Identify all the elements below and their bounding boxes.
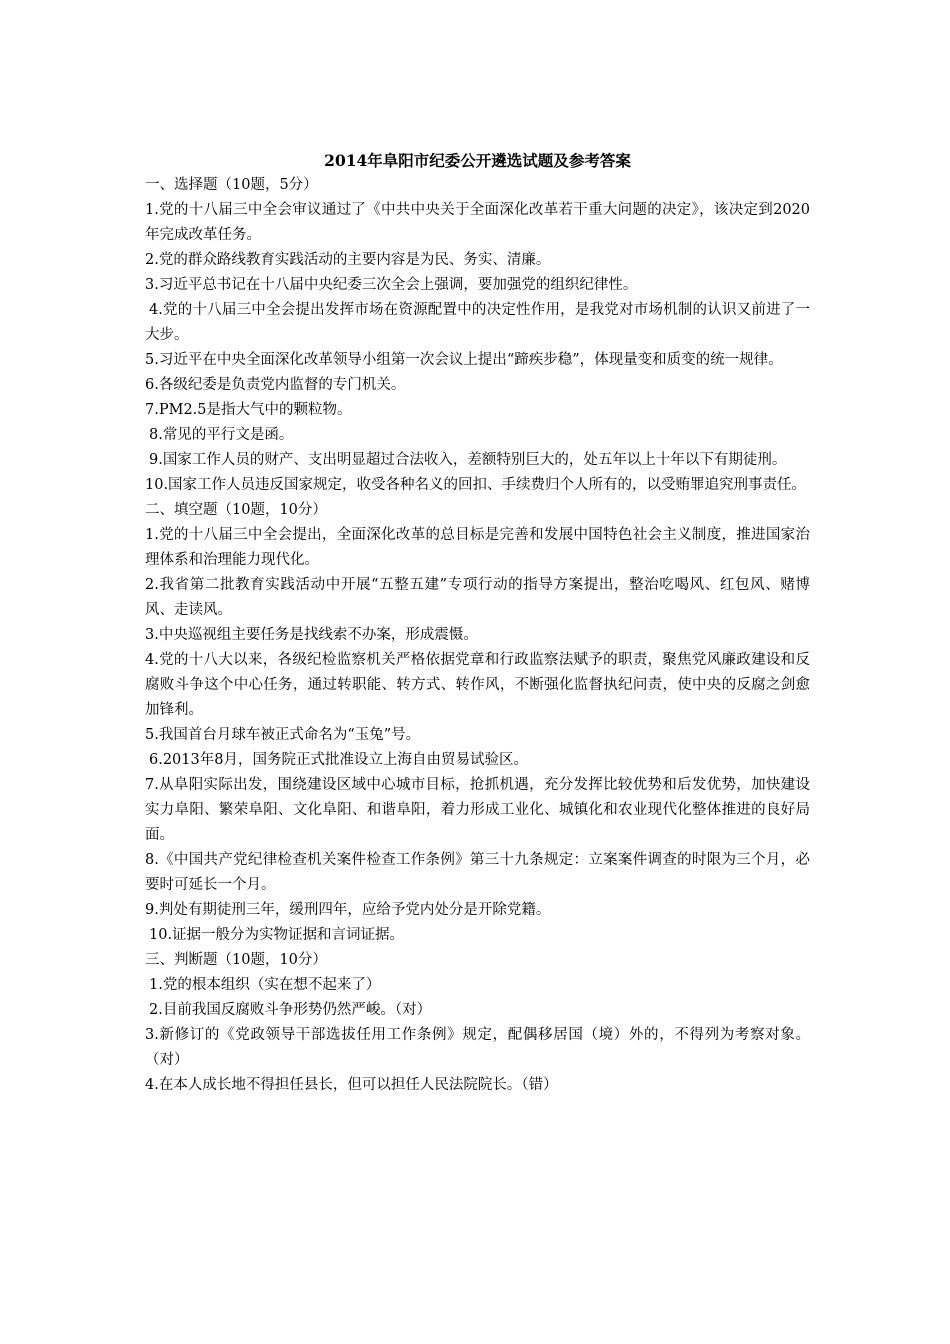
question-item: 7.PM2.5是指大气中的颗粒物。 xyxy=(145,402,352,418)
question-item: 3.习近平总书记在十八届中央纪委三次全会上强调，要加强党的组织纪律性。 xyxy=(145,277,638,293)
question-item: 1.党的根本组织（实在想不起来了） xyxy=(149,977,381,993)
question-item: 4.党的十八届三中全会提出发挥市场在资源配置中的决定性作用，是我党对市场机制的认识又前进了一大步。 xyxy=(145,302,810,343)
question-item: 10.国家工作人员违反国家规定，收受各种名义的回扣、手续费归个人所有的，以受贿罪追究刑事责任。 xyxy=(145,477,807,493)
question-item: 6.2013年8月，国务院正式批准设立上海自由贸易试验区。 xyxy=(149,752,528,768)
section-heading: 三、判断题（10题，10分） xyxy=(145,952,327,968)
question-item: 2.目前我国反腐败斗争形势仍然严峻。（对） xyxy=(149,1002,432,1018)
question-item: 4.党的十八大以来，各级纪检监察机关严格依据党章和行政监察法赋予的职责，聚焦党风廉政建设和反腐败斗争这个中心任务，通过转职能、转方式、转作风，不断强化监督执纪问责，使中央的反腐之剑愈加锋利。 xyxy=(145,652,810,718)
section-choice xyxy=(145,173,810,498)
question-item: 6.各级纪委是负责党内监督的专门机关。 xyxy=(145,377,406,393)
section-heading: 二、填空题（10题，10分） xyxy=(145,502,327,518)
question-item: 7.从阜阳实际出发，围绕建设区域中心城市目标，抢抓机遇，充分发挥比较优势和后发优势，加快建设实力阜阳、繁荣阜阳、文化阜阳、和谐阜阳，着力形成工业化、城镇化和农业现代化整体推进的良好局面。 xyxy=(145,777,810,843)
question-item: 8.《中国共产党纪律检查机关案件检查工作条例》第三十九条规定：立案案件调查的时限为三个月，必要时可延长一个月。 xyxy=(145,852,810,893)
question-item: 5.习近平在中央全面深化改革领导小组第一次会议上提出“蹄疾步稳”，体现量变和质变的统一规律。 xyxy=(145,352,783,368)
question-item: 9.国家工作人员的财产、支出明显超过合法收入，差额特别巨大的，处五年以上十年以下有期徒刑。 xyxy=(149,452,787,468)
section-fill-in xyxy=(145,498,810,948)
question-item: 9.判处有期徒刑三年，缓刑四年，应给予党内处分是开除党籍。 xyxy=(145,902,551,918)
section-true-false xyxy=(145,948,810,1098)
question-item: 3.中央巡视组主要任务是找线索不办案，形成震慑。 xyxy=(145,627,478,643)
document-content xyxy=(145,148,810,1098)
question-item: 1.党的十八届三中全会提出，全面深化改革的总目标是完善和发展中国特色社会主义制度，推进国家治理体系和治理能力现代化。 xyxy=(145,527,810,568)
question-item: 2.党的群众路线教育实践活动的主要内容是为民、务实、清廉。 xyxy=(145,252,551,268)
question-item: 1.党的十八届三中全会审议通过了《中共中央关于全面深化改革若干重大问题的决定》，该决定到2020年完成改革任务。 xyxy=(145,202,810,243)
question-item: 8.常见的平行文是函。 xyxy=(149,427,294,443)
question-item: 3.新修订的《党政领导干部选拔任用工作条例》规定，配偶移居国（境）外的，不得列为考察对象。（对） xyxy=(145,1027,810,1068)
question-item: 4.在本人成长地不得担任县长，但可以担任人民法院院长。（错） xyxy=(145,1077,558,1093)
question-item: 2.我省第二批教育实践活动中开展“五整五建”专项行动的指导方案提出，整治吃喝风、红包风、赌博风、走读风。 xyxy=(145,577,810,618)
question-item: 5.我国首台月球车被正式命名为“玉兔”号。 xyxy=(145,727,421,743)
document-title: 2014年阜阳市纪委公开遴选试题及参考答案 xyxy=(324,151,631,170)
section-heading: 一、选择题（10题，5分） xyxy=(145,177,318,193)
question-item: 10.证据一般分为实物证据和言词证据。 xyxy=(149,927,405,943)
